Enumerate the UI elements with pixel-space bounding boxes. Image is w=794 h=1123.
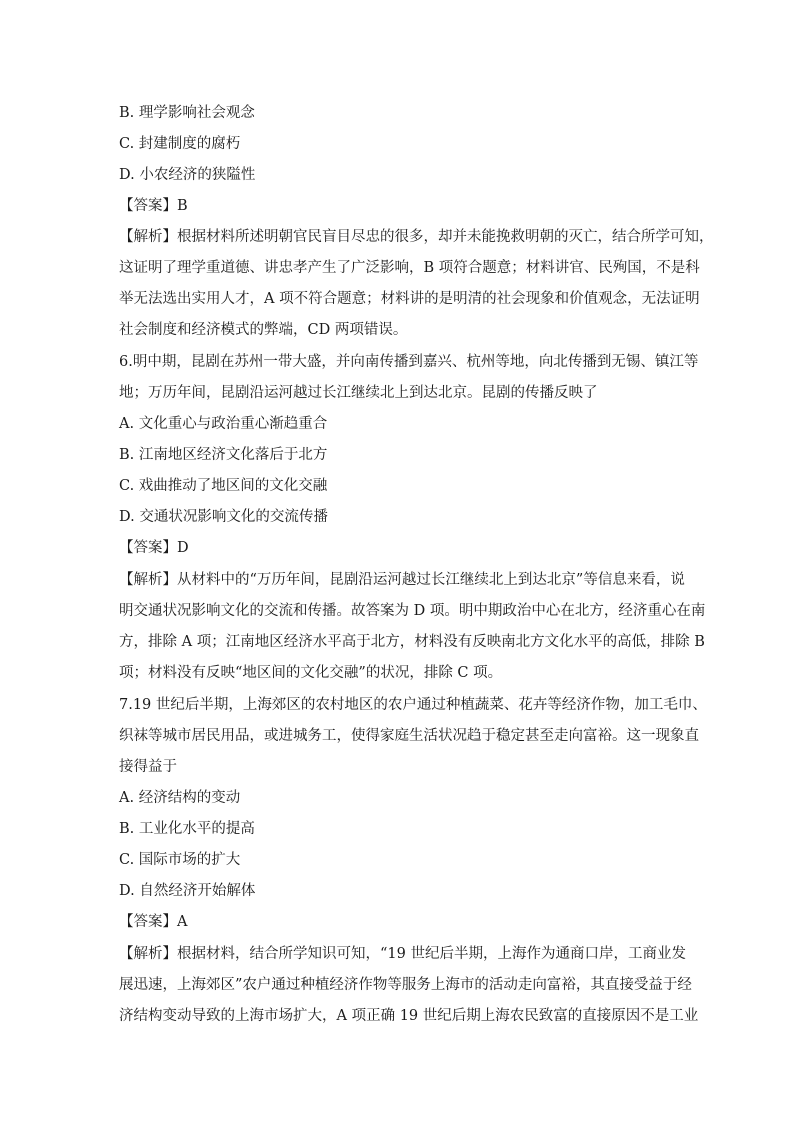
q7-option-d: D. 自然经济开始解体 xyxy=(119,883,256,899)
q6-option-a: A. 文化重心与政治重心渐趋重合 xyxy=(119,416,328,432)
q6-analysis-line: 项；材料没有反映“地区间的文化交融”的状况，排除 C 项。 xyxy=(119,665,503,681)
q7-stem-line: 7.19 世纪后半期，上海郊区的农村地区的农户通过种植蔬菜、花卉等经济作物，加工毛巾、 xyxy=(119,697,707,713)
q5-analysis-line: 社会制度和经济模式的弊端，CD 两项错误。 xyxy=(119,322,408,338)
q6-option-b: B. 江南地区经济文化落后于北方 xyxy=(119,447,328,463)
q7-option-b: B. 工业化水平的提高 xyxy=(119,821,255,837)
q7-option-c: C. 国际市场的扩大 xyxy=(119,852,241,868)
q7-option-a: A. 经济结构的变动 xyxy=(119,790,241,806)
q7-analysis-line: 济结构变动导致的上海市场扩大，A 项正确 19 世纪后期上海农民致富的直接原因不是工业 xyxy=(119,1008,699,1024)
q5-option-c: C. 封建制度的腐朽 xyxy=(119,136,241,152)
q5-analysis-line: 这证明了理学重道德、讲忠孝产生了广泛影响，B 项符合题意；材料讲官、民殉国，不是科 xyxy=(119,260,700,276)
q5-option-b: B. 理学影响社会观念 xyxy=(119,105,255,121)
q7-analysis-line: 【解析】根据材料，结合所学知识可知，“19 世纪后半期，上海作为通商口岸，工商业发 xyxy=(119,946,686,962)
q6-stem-line: 地；万历年间，昆剧沿运河越过长江继续北上到达北京。昆剧的传播反映了 xyxy=(119,385,598,401)
q6-analysis-line: 【解析】从材料中的“万历年间，昆剧沿运河越过长江继续北上到达北京”等信息来看，说 xyxy=(119,572,685,588)
q5-option-d: D. 小农经济的狭隘性 xyxy=(119,167,256,183)
q6-analysis-line: 方，排除 A 项；江南地区经济水平高于北方，材料没有反映南北方文化水平的高低，排除 B xyxy=(119,634,705,650)
q6-analysis-line: 明交通状况影响文化的交流和传播。故答案为 D 项。明中期政治中心在北方，经济重心在南 xyxy=(119,603,706,619)
q7-analysis-line: 展迅速，上海郊区”农户通过种植经济作物等服务上海市的活动走向富裕，其直接受益于经 xyxy=(119,977,692,993)
q6-answer: 【答案】D xyxy=(119,540,189,556)
q5-answer: 【答案】B xyxy=(119,198,188,214)
q6-stem-line: 6.明中期，昆剧在苏州一带大盛，并向南传播到嘉兴、杭州等地，向北传播到无锡、镇江等 xyxy=(119,354,699,370)
q5-analysis-line: 【解析】根据材料所述明朝官民盲目尽忠的很多，却并未能挽救明朝的灭亡，结合所学可知， xyxy=(119,229,714,245)
q7-stem-line: 接得益于 xyxy=(119,759,177,775)
q6-option-d: D. 交通状况影响文化的交流传播 xyxy=(119,509,328,525)
q7-answer: 【答案】A xyxy=(119,914,188,930)
q7-stem-line: 织袜等城市居民用品，或进城务工，使得家庭生活状况趋于稳定甚至走向富裕。这一现象直 xyxy=(119,728,699,744)
q5-analysis-line: 举无法选出实用人才，A 项不符合题意；材料讲的是明清的社会现象和价值观念，无法证明 xyxy=(119,291,700,307)
q6-option-c: C. 戏曲推动了地区间的文化交融 xyxy=(119,478,328,494)
